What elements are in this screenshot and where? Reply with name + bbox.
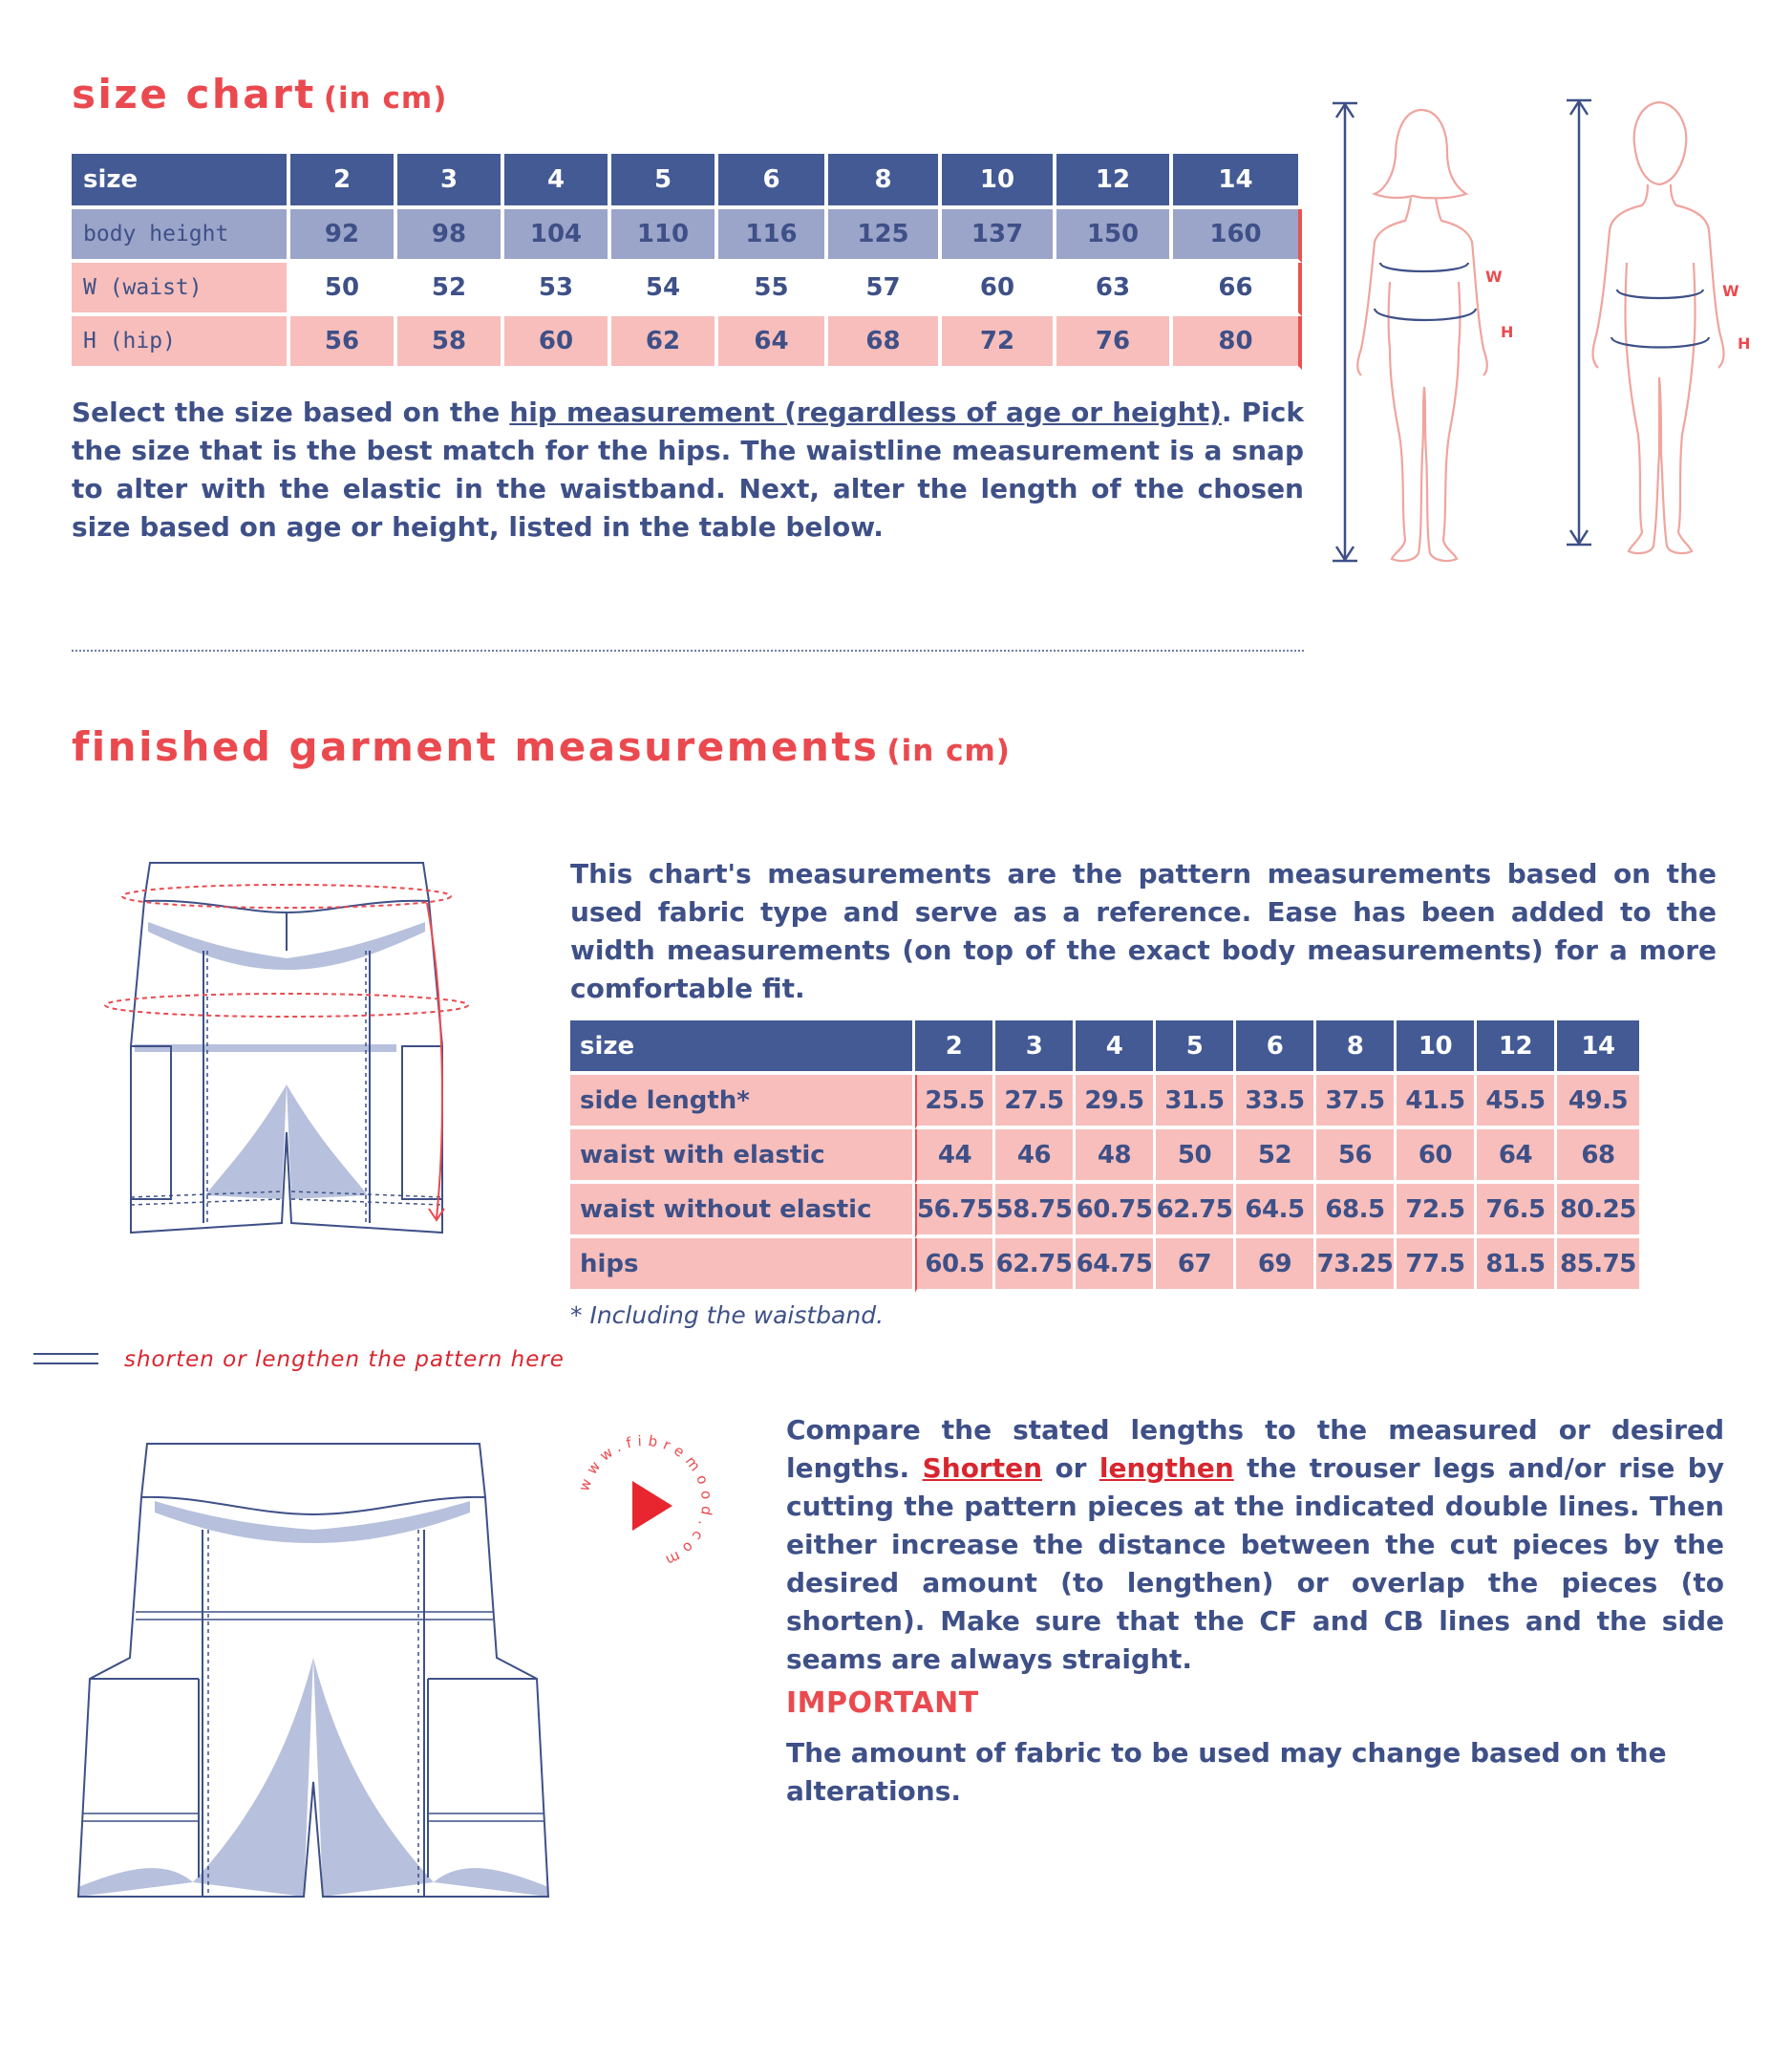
section-divider — [72, 650, 1304, 652]
table-cell: 60.75 — [1076, 1184, 1156, 1238]
girl-figure-icon — [1357, 110, 1487, 561]
size-chart-header-cell: 14 — [1173, 154, 1302, 209]
table-cell: 68 — [828, 316, 942, 370]
garment-title-text: finished garment measurements — [72, 723, 880, 770]
height-arrow-icon — [1567, 100, 1591, 545]
shorts-outline — [78, 1444, 548, 1897]
girl-w-label: W — [1485, 268, 1503, 286]
table-cell: 63 — [1056, 263, 1173, 316]
garment-header-cell: 5 — [1156, 1020, 1236, 1075]
garment-intro: This chart's measurements are the pattern measurements based on the used fabric type and serve as a reference. Ease has been added to the width measurements (on top of the exact body measurements) for a more comfortable fit. — [570, 858, 1717, 1004]
alteration-instructions — [786, 1411, 1724, 1679]
table-cell: 64 — [718, 316, 828, 370]
row-label: W (waist) — [72, 263, 290, 316]
boy-figure-icon — [1593, 102, 1724, 553]
table-cell: 46 — [995, 1129, 1076, 1184]
garment-footnote: * Including the waistband. — [570, 1301, 885, 1329]
table-cell: 81.5 — [1477, 1238, 1557, 1293]
table-cell: 55 — [718, 263, 828, 316]
table-cell: 50 — [1156, 1129, 1236, 1184]
table-cell: 76 — [1056, 316, 1173, 370]
garment-header-cell: 8 — [1316, 1020, 1397, 1075]
row-label: waist without elastic — [570, 1184, 915, 1238]
garment-header-cell: 10 — [1397, 1020, 1477, 1075]
boy-h-label: H — [1738, 334, 1751, 353]
table-cell: 49.5 — [1557, 1075, 1642, 1129]
shorts-measure-illustration — [72, 855, 521, 1256]
table-cell: 31.5 — [1156, 1075, 1236, 1129]
table-cell: 68.5 — [1316, 1184, 1397, 1238]
size-instructions-text: . Pick the size that is the best match for the hips. The waistline measurement is a snap to alter with the elastic in the waistband. Next, alter the length of the chosen size based on age or height, listed in the table below. — [72, 397, 1304, 543]
hip-measurement-link: hip measurement (regardless of age or height) — [509, 397, 1222, 428]
row-label: waist with elastic — [570, 1129, 915, 1184]
size-chart-unit: (in cm) — [323, 81, 448, 116]
table-cell: 54 — [611, 263, 718, 316]
height-arrow-icon — [1333, 103, 1357, 561]
table-cell: 58.75 — [995, 1184, 1076, 1238]
table-cell: 72 — [942, 316, 1056, 370]
garment-header-cell: 12 — [1477, 1020, 1557, 1075]
garment-unit: (in cm) — [886, 734, 1011, 768]
garment-row-side-length — [570, 1075, 1642, 1129]
garment-table — [570, 1020, 1642, 1293]
size-chart-row-waist — [72, 263, 1302, 316]
table-cell: 44 — [915, 1129, 995, 1184]
table-cell: 60.5 — [915, 1238, 995, 1293]
table-cell: 27.5 — [995, 1075, 1076, 1129]
garment-header-row — [570, 1020, 1642, 1075]
shorts-shading — [78, 1501, 548, 1897]
table-cell: 80 — [1173, 316, 1302, 370]
table-cell: 48 — [1076, 1129, 1156, 1184]
table-cell: 80.25 — [1557, 1184, 1642, 1238]
garment-row-hips — [570, 1238, 1642, 1293]
table-cell: 64.75 — [1076, 1238, 1156, 1293]
table-cell: 45.5 — [1477, 1075, 1557, 1129]
table-cell: 64 — [1477, 1129, 1557, 1184]
table-cell: 110 — [611, 209, 718, 263]
table-cell: 50 — [290, 263, 397, 316]
alteration-text: Compare the stated lengths to the measured or desired lengths. — [786, 1414, 1724, 1484]
garment-header-cell: 4 — [1076, 1020, 1156, 1075]
table-cell: 57 — [828, 263, 942, 316]
table-cell: 67 — [1156, 1238, 1236, 1293]
shorts-alteration-illustration — [69, 1438, 556, 1916]
size-chart-title — [72, 71, 447, 118]
important-text: The amount of fabric to be used may change based on the alterations. — [786, 1737, 1667, 1807]
table-cell: 25.5 — [915, 1075, 995, 1129]
row-label: body height — [72, 209, 290, 263]
table-cell: 72.5 — [1397, 1184, 1477, 1238]
alteration-text: the trouser legs and/or rise by cutting the pattern pieces at the indicated double lines. Then either increase the distance between the cut pieces by the desired amount (to lengthen) or overlap the pieces (to shorten). Make sure that the CF and CB lines and the side seams are always straight. — [786, 1452, 1725, 1675]
table-cell: 33.5 — [1236, 1075, 1316, 1129]
table-cell: 77.5 — [1397, 1238, 1477, 1293]
garment-row-waist-with-elastic — [570, 1129, 1642, 1184]
size-chart-header-cell: 10 — [942, 154, 1056, 209]
size-chart-header-cell: 3 — [397, 154, 504, 209]
table-cell: 125 — [828, 209, 942, 263]
girl-h-label: H — [1501, 323, 1514, 341]
size-instructions — [72, 394, 1304, 547]
size-chart-header-cell: 12 — [1056, 154, 1173, 209]
table-cell: 60 — [1397, 1129, 1477, 1184]
lengthen-lines — [131, 951, 442, 1223]
table-cell: 29.5 — [1076, 1075, 1156, 1129]
table-cell: 104 — [504, 209, 611, 263]
table-cell: 69 — [1236, 1238, 1316, 1293]
size-chart-header-row — [72, 154, 1302, 209]
size-chart-row-hip — [72, 316, 1302, 370]
table-cell: 62 — [611, 316, 718, 370]
garment-header-cell: 2 — [915, 1020, 995, 1075]
table-cell: 68 — [1557, 1129, 1642, 1184]
table-cell: 53 — [504, 263, 611, 316]
row-label: H (hip) — [72, 316, 290, 370]
table-cell: 56.75 — [915, 1184, 995, 1238]
size-chart-row-body-height — [72, 209, 1302, 263]
size-chart-title-text: size chart — [72, 71, 316, 118]
table-cell: 98 — [397, 209, 504, 263]
table-cell: 60 — [942, 263, 1056, 316]
fibremood-logo-text: www.fibremood.com — [575, 1431, 716, 1572]
size-chart-header-cell: size — [72, 154, 290, 209]
table-cell: 85.75 — [1557, 1238, 1642, 1293]
garment-header-cell: 14 — [1557, 1020, 1642, 1075]
table-cell: 62.75 — [1156, 1184, 1236, 1238]
alteration-text: or — [1042, 1452, 1099, 1484]
boy-w-label: W — [1722, 282, 1739, 300]
size-chart-header-cell: 4 — [504, 154, 611, 209]
size-chart-header-cell: 5 — [611, 154, 718, 209]
table-cell: 37.5 — [1316, 1075, 1397, 1129]
table-cell: 60 — [504, 316, 611, 370]
garment-header-cell: 6 — [1236, 1020, 1316, 1075]
table-cell: 62.75 — [995, 1238, 1076, 1293]
fibremood-play-logo-icon[interactable] — [573, 1431, 716, 1575]
table-cell: 41.5 — [1397, 1075, 1477, 1129]
shorten-link[interactable]: Shorten — [922, 1452, 1043, 1484]
table-cell: 64.5 — [1236, 1184, 1316, 1238]
table-cell: 52 — [397, 263, 504, 316]
row-label: hips — [570, 1238, 915, 1293]
table-cell: 66 — [1173, 263, 1302, 316]
table-cell: 137 — [942, 209, 1056, 263]
garment-title — [72, 723, 1011, 770]
garment-header-cell: size — [570, 1020, 915, 1075]
table-cell: 52 — [1236, 1129, 1316, 1184]
table-cell: 116 — [718, 209, 828, 263]
table-cell: 56 — [1316, 1129, 1397, 1184]
size-chart-header-cell: 6 — [718, 154, 828, 209]
table-cell: 56 — [290, 316, 397, 370]
garment-row-waist-without-elastic — [570, 1184, 1642, 1238]
size-chart-header-cell: 8 — [828, 154, 942, 209]
table-cell: 73.25 — [1316, 1238, 1397, 1293]
play-triangle — [632, 1481, 672, 1531]
row-label: side length* — [570, 1075, 915, 1129]
important-heading: IMPORTANT — [786, 1686, 979, 1720]
table-cell: 76.5 — [1477, 1184, 1557, 1238]
body-figures — [1313, 91, 1792, 578]
size-instructions-text: Select the size based on the — [72, 397, 510, 428]
garment-header-cell: 3 — [995, 1020, 1076, 1075]
shorts-shading — [135, 922, 425, 1199]
alteration-legend: shorten or lengthen the pattern here — [124, 1347, 565, 1372]
size-chart-header-cell: 2 — [290, 154, 397, 209]
table-cell: 92 — [290, 209, 397, 263]
size-chart-table — [72, 154, 1302, 370]
table-cell: 150 — [1056, 209, 1173, 263]
lengthen-link[interactable]: lengthen — [1099, 1452, 1234, 1484]
table-cell: 160 — [1173, 209, 1302, 263]
table-cell: 58 — [397, 316, 504, 370]
double-line-icon — [33, 1350, 100, 1369]
